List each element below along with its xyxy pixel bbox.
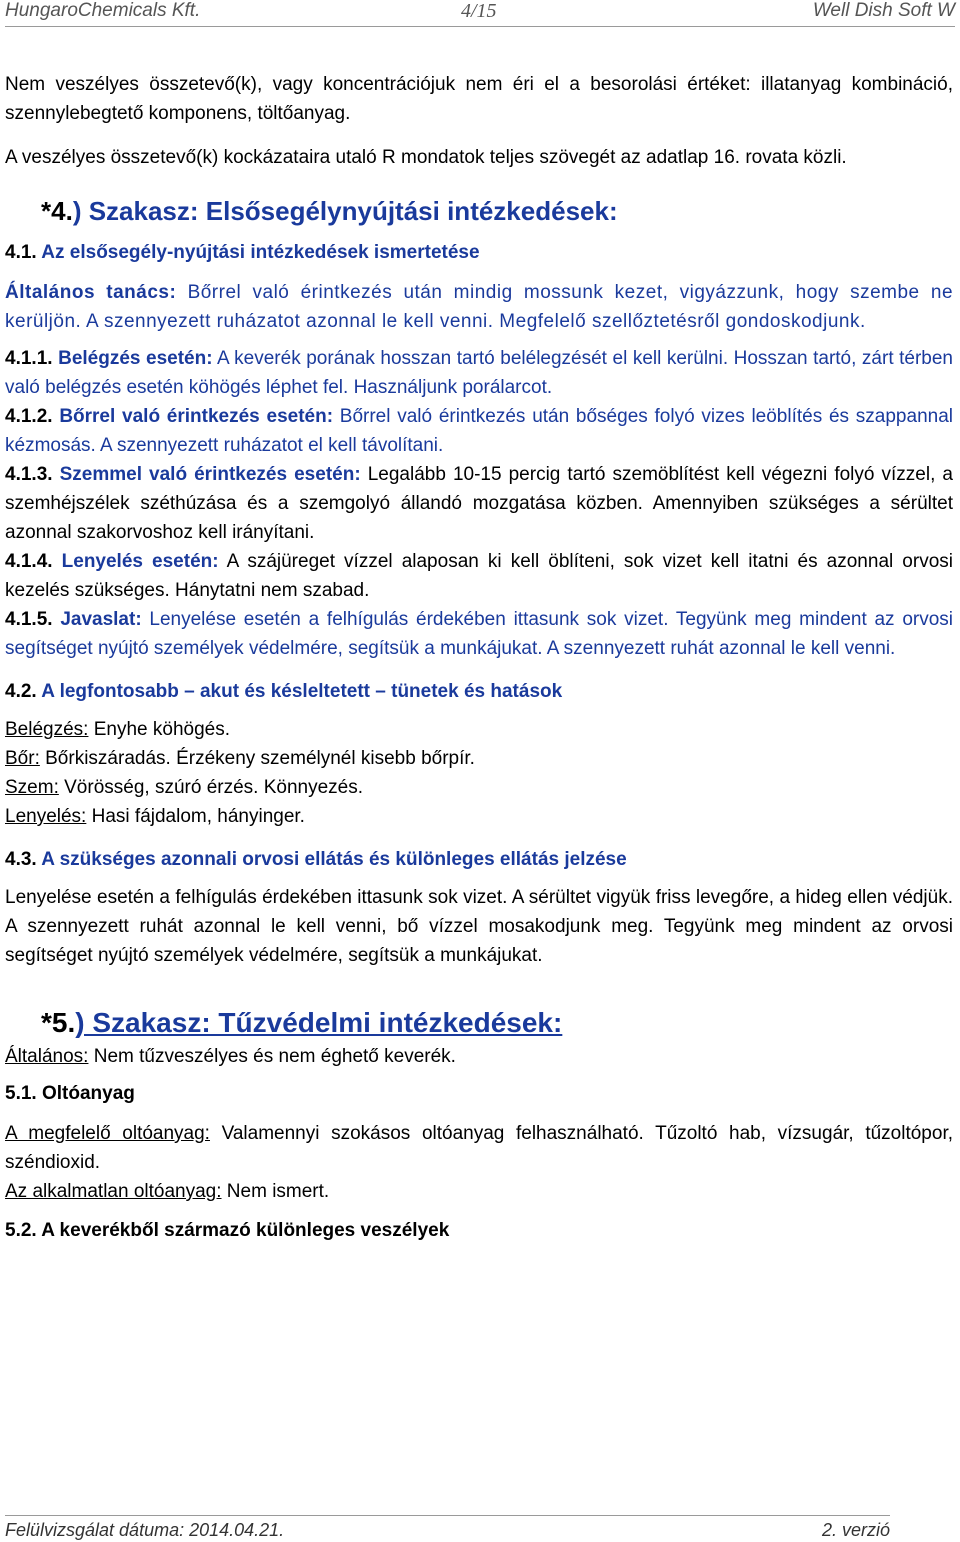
unsuitable-extinguishing-media: Az alkalmatlan oltóanyag: Nem ismert.	[5, 1181, 330, 1202]
section-5-2-heading: 5.2. A keverékből származó különleges veszélyek	[5, 1220, 450, 1241]
first-aid-item: 4.1.1. Belégzés esetén: A keverék porának hosszan tartó belélegzését el kell kerülni. Hosszan tartó, zárt térben való belégzés esetén köhögés léphet fel. Használjunk porálarcot.	[5, 348, 954, 398]
general-advice	[5, 278, 953, 336]
symptom-item: Belégzés: Enyhe köhögés.	[5, 719, 230, 740]
section-4-1-title: Az elsősegély-nyújtási intézkedések ismertetése	[41, 242, 480, 263]
intro-paragraph-1: Nem veszélyes összetevő(k), vagy koncentrációjuk nem éri el a besorolási értéket: illatanyag kombináció, szennylebegtető komponens, töltőanyag.	[5, 74, 953, 124]
section-5-general: Általános: Nem tűzveszélyes és nem éghető keverék.	[5, 1046, 456, 1067]
section-4-prefix: *4.	[41, 196, 73, 226]
footer-review-date: Felülvizsgálat dátuma: 2014.04.21.	[5, 1520, 285, 1540]
intro-paragraph-2: A veszélyes összetevő(k) kockázataira utaló R mondatok teljes szövegét az adatlap 16. rovata közli.	[5, 147, 847, 168]
section-5-1-heading: 5.1. Oltóanyag	[5, 1083, 135, 1104]
general-advice-text-b: A szennyezett ruházatot azonnal le kell venni. Megfelelő szellőztetésről gondoskodjunk.	[81, 311, 866, 332]
footer-version: 2. verzió	[821, 1520, 890, 1540]
header-company: HungaroChemicals Kft.	[5, 0, 201, 21]
document-body	[5, 70, 953, 1246]
symptom-item: Szem: Vörösség, szúró érzés. Könnyezés.	[5, 777, 364, 798]
page-footer	[5, 1515, 890, 1542]
header-page-number: 4/15	[461, 0, 497, 22]
section-4-2-heading: 4.2. A legfontosabb – akut és késleltetett – tünetek és hatások	[5, 681, 563, 702]
section-4-3-text: Lenyelése esetén a felhígulás érdekében ittasunk sok vizet. A sérültet vigyük friss levegőre, a hideg ellen védjük. A szennyezett ruhát azonnal le kell venni, bő vízzel mosakodjunk meg. Tegyünk meg mindent az orvosi segítséget nyújtó személyek védelmére, segítsük a munkájukat.	[5, 887, 953, 966]
section-4-title	[5, 194, 953, 228]
first-aid-item: 4.1.5. Javaslat: Lenyelése esetén a felhígulás érdekében ittasunk sok vizet. Tegyünk meg mindent az orvosi segítséget nyújtó személyek védelmére, segítsük a munkájukat. A szennyezett ruhát azonnal le kell venni.	[5, 609, 954, 659]
suitable-extinguishing-media: A megfelelő oltóanyag: Valamennyi szokásos oltóanyag felhasználható. Tűzoltó hab, vízsugár, tűzoltópor, széndioxid.	[5, 1123, 953, 1173]
first-aid-item: 4.1.2. Bőrrel való érintkezés esetén: Bőrrel való érintkezés után bőséges folyó vizes leöblítés és szappannal kézmosás. A szennyezett ruházatot el kell távolítani.	[5, 406, 953, 456]
section-4-1-number: 4.1.	[5, 242, 37, 263]
first-aid-item: 4.1.4. Lenyelés esetén: A szájüreget vízzel alaposan ki kell öblíteni, sok vizet kell itatni és azonnal orvosi kezelés szükséges. Hánytatni nem szabad.	[5, 551, 953, 601]
section-4-heading: ) Szakasz: Elsősegélynyújtási intézkedések:	[72, 196, 618, 226]
section-4-3-heading: 4.3. A szükséges azonnali orvosi ellátás és különleges ellátás jelzése	[5, 849, 627, 870]
general-advice-label: Általános tanács:	[5, 282, 177, 303]
section-5-title: *5.) Szakasz: Tűzvédelmi intézkedések:	[41, 1007, 563, 1038]
symptom-item: Bőr: Bőrkiszáradás. Érzékeny személynél kisebb bőrpír.	[5, 748, 475, 769]
first-aid-item: 4.1.3. Szemmel való érintkezés esetén: Legalább 10-15 percig tartó szemöblítést kell végezni folyó vízzel, a szemhéjszélek széthúzása és a szemgolyó állandó mozgatása közben. Amennyiben szükséges a sérültet azonnal szakorvoshoz kell irányítani.	[5, 464, 953, 543]
symptom-item: Lenyelés: Hasi fájdalom, hányinger.	[5, 806, 305, 827]
general-advice-text-a: Bőrrel való érintkezés után mindig mossunk kezet, vigyázzunk, hogy szembe ne kerüljön.	[5, 282, 954, 332]
header-product: Well Dish Soft W	[812, 0, 955, 21]
section-4-1-heading	[5, 238, 953, 268]
page-header	[5, 0, 955, 27]
